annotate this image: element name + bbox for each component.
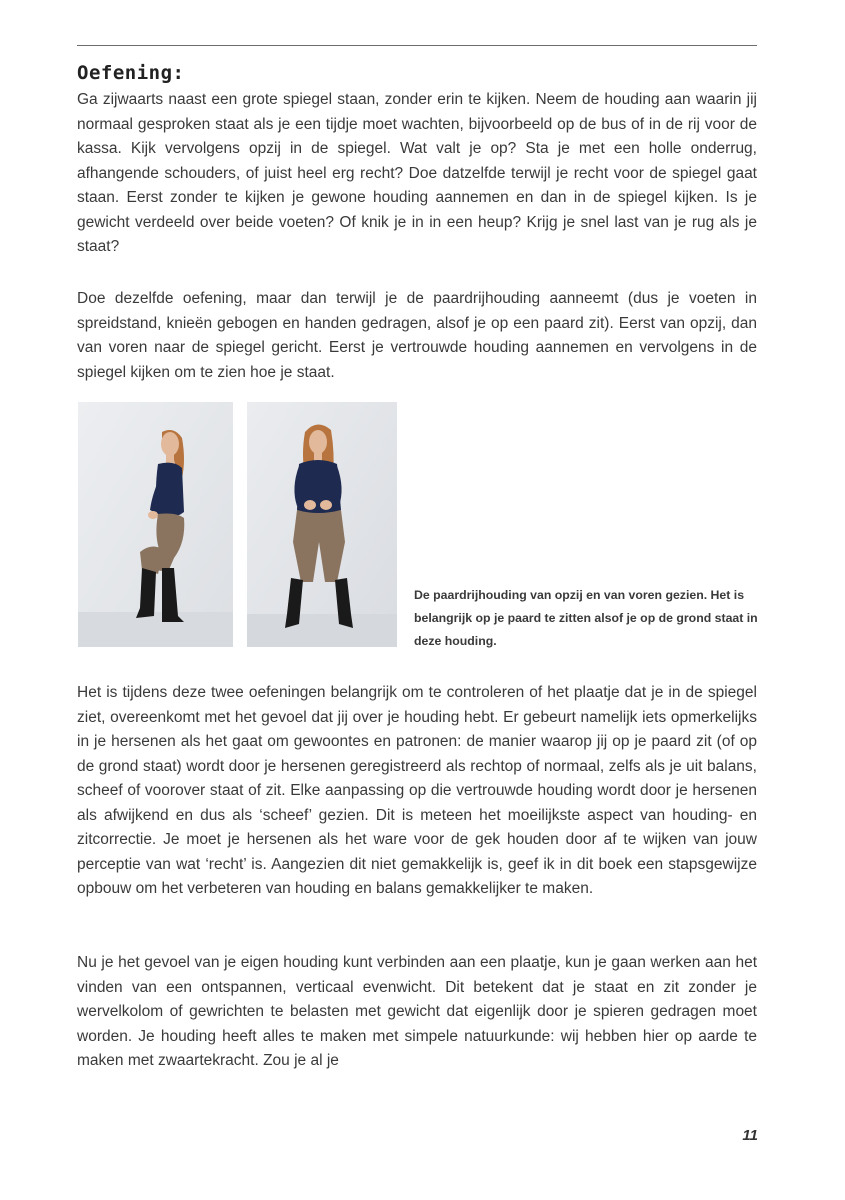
paragraph-1: Ga zijwaarts naast een grote spiegel staan, zonder erin te kijken. Neem de houding aan waarin jij normaal gesproken staat als je een tijdje moet wachten, bijvoorbeeld op de bus of in de rij voor de kassa. Kijk vervolgens opzij in de spiegel. Wat valt je op? Sta je met een holle onderrug, afhangende schouders, of juist heel erg recht? Doe datzelfde terwijl je recht voor de spiegel gaat staan. Eerst zonder te kijken je gewone houding aannemen en dan in de spiegel kijken. Is je gewicht verdeeld over beide voeten? Of knik je in in een heup? Krijg je snel last van je rug als je staat? — [77, 91, 757, 255]
front-view-illustration — [247, 402, 397, 647]
paragraph-4: Nu je het gevoel van je eigen houding kunt verbinden aan een plaatje, kun je gaan werken aan het vinden van een ontspannen, verticaal evenwicht. Dit betekent dat je staat en zit zonder je wervelkolom of gewrichten te belasten met gewicht dat eigenlijk door je spieren gedragen moet worden. Je houding heeft alles te maken met simpele natuurkunde: wij hebben hier op aarde te maken met zwaartekracht. Zou je al je — [77, 954, 757, 1069]
paragraph-3: Het is tijdens deze twee oefeningen belangrijk om te controleren of het plaatje dat je in de spiegel ziet, overeenkomt met het gevoel dat jij over je houding hebt. Er gebeurt namelijk iets opmerkelijks in je hersenen als het gaat om gewoontes en patronen: de manier waarop jij op je paard zit (of op de grond staat) wordt door je hersenen geregistreerd als rechtop of normaal, zelfs als je uit balans, scheef of voorover staat of zit. Elke aanpassing op die vertrouwde houding wordt door je hersenen als afwijkend en dus als ‘scheef’ gezien. Dit is meteen het moeilijkste aspect van houding- en zitcorrectie. Je moet je hersenen als het ware voor de gek houden door af te wijken van jouw perceptie van wat ‘recht’ is. Aangezien dit niet gemakkelijk is, geef ik in dit boek een stapsgewijze opbouw om het verbeteren van houding en balans gemakkelijker te maken. — [77, 684, 757, 897]
rider-front-view-photo — [247, 402, 397, 647]
rider-side-view-photo — [78, 402, 233, 647]
paragraph-2: Doe dezelfde oefening, maar dan terwijl je de paardrijhouding aanneemt (dus je voeten in spreidstand, knieën gebogen en handen gedragen, alsof je op een paard zit). Eerst van opzij, dan van voren naar de spiegel gericht. Eerst je vertrouwde houding aannemen en vervolgens in de spiegel kijken om te zien hoe je staat. — [77, 290, 757, 381]
photo-caption: De paardrijhouding van opzij en van voren gezien. Het is belangrijk op je paard te zitten alsof je op de grond staat in deze houding. — [414, 588, 758, 648]
exercise-heading: Oefening: — [77, 62, 185, 84]
side-view-illustration — [78, 402, 233, 647]
top-rule — [77, 45, 757, 46]
page-number: 11 — [742, 1127, 758, 1144]
